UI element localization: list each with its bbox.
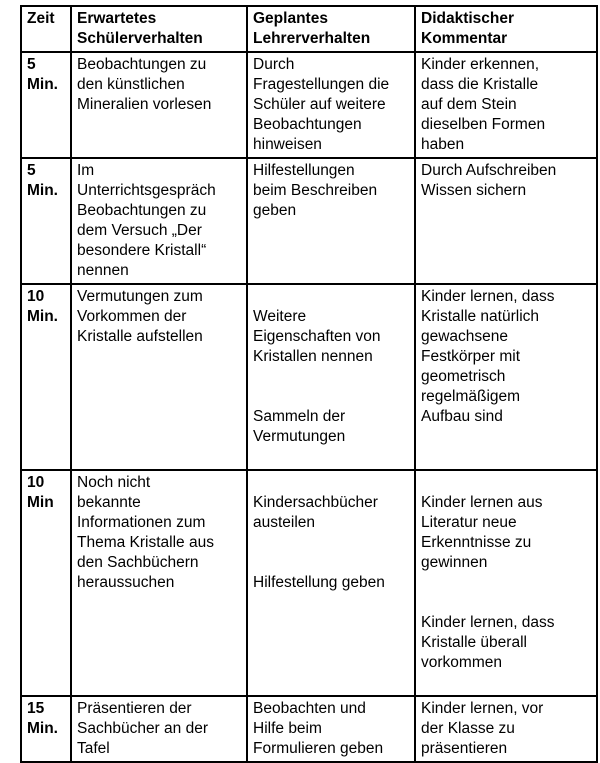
teacher-paragraph: Weitere Eigenschaften von Kristallen nennen: [253, 308, 381, 365]
header-teacher-behavior: Geplantes Lehrerverhalten: [247, 6, 415, 52]
comment-paragraph: Kinder lernen, dass Kristalle natürlich gewachsene Festkörper mit geometrisch regelmäßigem Aufbau sind: [421, 288, 555, 425]
comment-paragraph: Durch Aufschreiben Wissen sichern: [421, 162, 557, 199]
teacher-paragraph: Kindersachbücher austeilen: [253, 494, 378, 531]
header-student-behavior: Erwartetes Schülerverhalten: [71, 6, 247, 52]
student-cell: Im Unterrichtsgespräch Beobachtungen zu dem Versuch „Der besondere Kristall“ nennen: [71, 158, 247, 284]
table-row: [21, 158, 597, 284]
time-cell: 15 Min.: [21, 696, 71, 762]
header-didactic-comment: Didaktischer Kommentar: [415, 6, 597, 52]
table-row: [21, 52, 597, 158]
comment-paragraph: Kinder lernen, dass Kristalle überall vorkommen: [421, 614, 555, 671]
comment-cell: [415, 696, 597, 762]
teacher-cell: [247, 158, 415, 284]
comment-cell: [415, 470, 597, 696]
teacher-paragraph: Sammeln der Vermutungen: [253, 408, 346, 445]
student-cell: Beobachtungen zu den künstlichen Mineralien vorlesen: [71, 52, 247, 158]
header-row: [21, 6, 597, 52]
comment-cell: [415, 158, 597, 284]
teacher-paragraph: Durch Fragestellungen die Schüler auf weitere Beobachtungen hinweisen: [253, 56, 390, 153]
teacher-paragraph: Beobachten und Hilfe beim Formulieren geben: [253, 700, 384, 757]
table-row: [21, 696, 597, 762]
comment-paragraph: Kinder erkennen, dass die Kristalle auf dem Stein dieselben Formen haben: [421, 56, 546, 153]
student-cell: Noch nicht bekannte Informationen zum Thema Kristalle aus den Sachbüchern heraussuchen: [71, 470, 247, 696]
table-row: [21, 284, 597, 470]
teacher-cell: [247, 696, 415, 762]
comment-paragraph: Kinder lernen aus Literatur neue Erkenntnisse zu gewinnen: [421, 494, 543, 571]
comment-cell: [415, 52, 597, 158]
teacher-cell: [247, 284, 415, 470]
time-cell: 10 Min.: [21, 284, 71, 470]
student-cell: Vermutungen zum Vorkommen der Kristalle aufstellen: [71, 284, 247, 470]
teacher-paragraph: Hilfestellung geben: [253, 574, 385, 591]
time-cell: 5 Min.: [21, 52, 71, 158]
student-cell: Präsentieren der Sachbücher an der Tafel: [71, 696, 247, 762]
teacher-cell: [247, 470, 415, 696]
comment-cell: [415, 284, 597, 470]
header-time: Zeit: [21, 6, 71, 52]
comment-paragraph: Kinder lernen, vor der Klasse zu präsentieren: [421, 700, 544, 757]
teacher-paragraph: Hilfestellungen beim Beschreiben geben: [253, 162, 378, 219]
table-row: [21, 470, 597, 696]
time-cell: 10 Min: [21, 470, 71, 696]
teacher-cell: [247, 52, 415, 158]
time-cell: 5 Min.: [21, 158, 71, 284]
lesson-plan-table: [20, 5, 598, 763]
